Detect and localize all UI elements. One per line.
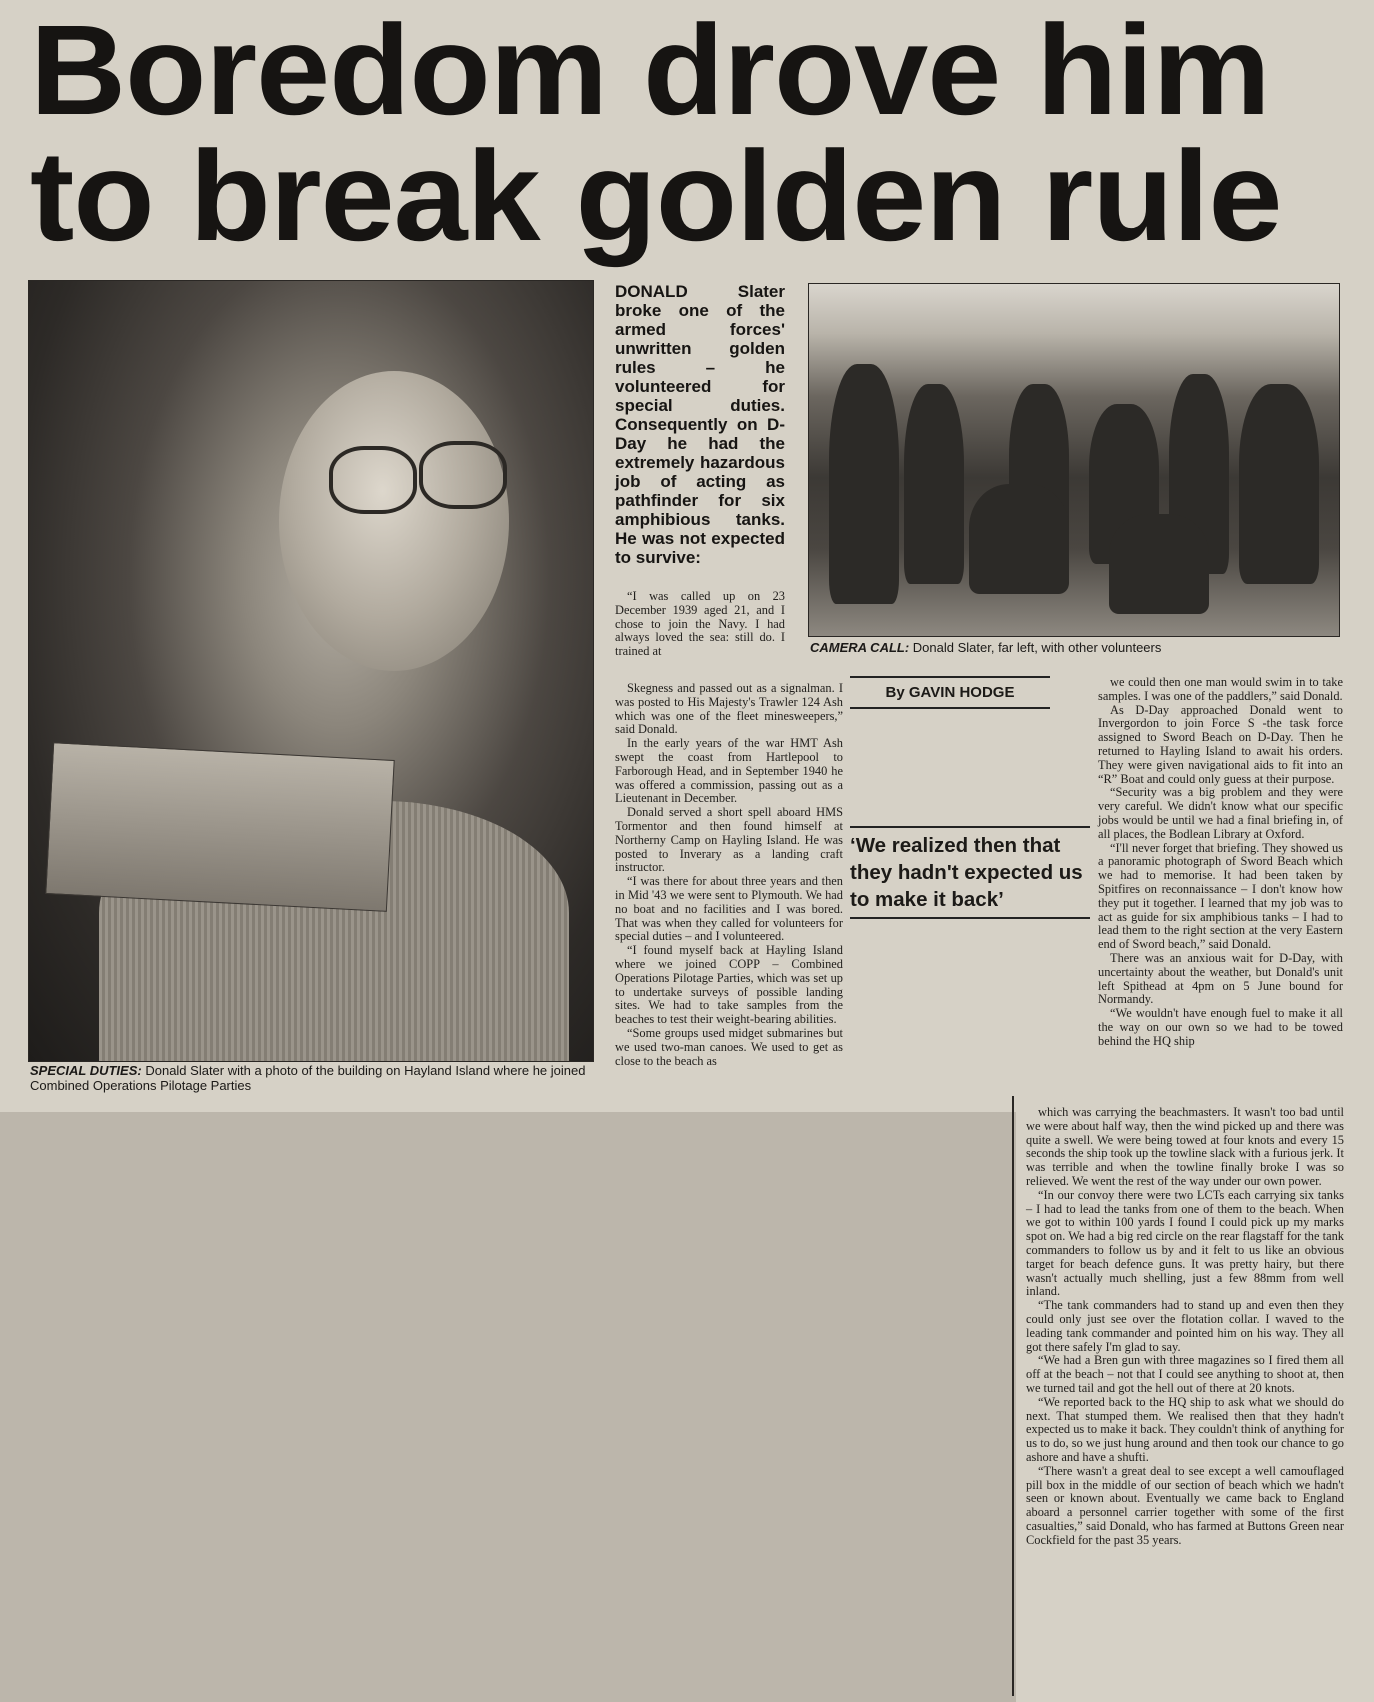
headline-line-2: to break golden rule	[30, 125, 1282, 268]
group-photo	[808, 283, 1340, 637]
paragraph: In the early years of the war HMT Ash swept the coast from Hartlepool to Farborough Head, and in September 1940 he was offered a commission, passing out as a Lieutenant in December.	[615, 736, 843, 806]
intro-paragraph: DONALD Slater broke one of the armed forces' unwritten golden rules – he volunteered for special duties. Consequently on D-Day he had the extremely hazardous job of acting as pathfinder for six amphibious tanks. He was not expected to survive:	[615, 282, 785, 567]
paragraph: Donald served a short spell aboard HMS Tormentor and then found himself at Northerny Camp on Hayling Island. He was posted to Inverary as a landing craft instructor.	[615, 805, 843, 875]
paragraph: As D-Day approached Donald went to Invergordon to join Force S -the task force assigned to Sword Beach on D-Day. Then he returned to Hayling Island to await his orders. They were given navigational aids to fit into an “R” Boat and could only guess at their purpose.	[1098, 702, 1343, 786]
paragraph: “I was called up on 23 December 1939 aged 21, and I chose to join the Navy. I had always loved the sea: still do. I trained at	[615, 589, 785, 659]
paragraph: Skegness and passed out as a signalman. I was posted to His Majesty's Trawler 124 Ash which was one of the fleet minesweepers,” said Donald.	[615, 681, 843, 737]
paragraph: “We had a Bren gun with three magazines so I fired them all off at the beach – not that I could see anything to shoot at, then we turned tail and got the hell out of there at 20 knots.	[1026, 1353, 1344, 1395]
paragraph: “We wouldn't have enough fuel to make it all the way on our own so we had to be towed behind the HQ ship	[1098, 1006, 1343, 1048]
column-2	[1098, 676, 1343, 1049]
column-rule	[1012, 1096, 1014, 1696]
paragraph: “There wasn't a great deal to see except a well camouflaged pill box in the middle of our section of beach which we hadn't seen or known about. Eventually we came back to England aboard a personnel carrier together with some of the first casualties,” said Donald, who has farmed at Buttons Green near Cockfield for the past 35 years.	[1026, 1463, 1344, 1547]
paragraph: There was an anxious wait for D-Day, with uncertainty about the weather, but Donald's unit left Spithead at 4pm on 5 June bound for Normandy.	[1098, 950, 1343, 1007]
paragraph: “Security was a big problem and they were very careful. We didn't know what our specific jobs would be until we had a final briefing in, of all places, the Bodlean Library at Oxford.	[1098, 785, 1343, 841]
paragraph: which was carrying the beachmasters. It wasn't too bad until we were about half way, then the wind picked up and there was quite a swell. We were being towed at four knots and every 15 seconds the ship took up the towline slack with a furious jerk. It was terrible and when the towline finally broke I was so relieved. We went the rest of the way under our own power.	[1026, 1105, 1344, 1188]
paragraph: “In our convoy there were two LCTs each carrying six tanks – I had to lead the tanks from one of them to the beach. When we got to within 100 yards I found I could pick up my marks spot on. We had a big red circle on the rear flagstaff for the tank commanders to follow us by and it felt to us like an obvious target for beach defence guns. It was pretty hairy, but there wasn't actually much shelling, just a few 88mm from well inland.	[1026, 1187, 1344, 1299]
column-1-top	[615, 590, 785, 659]
paragraph: “Some groups used midget submarines but we used two-man canoes. We used to get as close to the beach as	[615, 1025, 843, 1068]
main-photo	[28, 280, 594, 1062]
column-1	[615, 682, 843, 1068]
headline-line-1: Boredom drove him	[30, 0, 1270, 142]
paragraph: “I was there for about three years and then in Mid '43 we were sent to Plymouth. We had no boat and no facilities and I was bored. That was when they called for volunteers for special duties – and I volunteered.	[615, 874, 843, 944]
paragraph: “I found myself back at Hayling Island where we joined COPP – Combined Operations Pilotage Parties, which was set up to undertake surveys of possible landing sites. We had to take samples from the beaches to test their weight-bearing abilities.	[615, 943, 843, 1027]
main-photo-caption: SPECIAL DUTIES: Donald Slater with a photo of the building on Hayland Island where he joined Combined Operations Pilotage Parties	[30, 1063, 586, 1093]
pull-quote: ‘We realized then that they hadn't expected us to make it back’	[850, 826, 1090, 919]
column-3	[1026, 1106, 1344, 1548]
group-photo-caption: CAMERA CALL: Donald Slater, far left, with other volunteers	[810, 640, 1162, 655]
paragraph: “We reported back to the HQ ship to ask what we should do next. That stumped them. We realised then that they hadn't expected us to make it back. They couldn't think of anything for us to do, so we just hung around and then took our chance to go ashore and have a shufti.	[1026, 1394, 1344, 1464]
paragraph: “The tank commanders had to stand up and even then they could only just see over the flotation collar. I waved to the leading tank commander and pointed him on his way. They all got there safely I'm glad to say.	[1026, 1298, 1344, 1354]
byline: By GAVIN HODGE	[850, 676, 1050, 709]
paragraph: we could then one man would swim in to take samples. I was one of the paddlers,” said Donald.	[1098, 675, 1343, 703]
headline	[30, 0, 1374, 268]
held-photograph	[45, 742, 394, 912]
paragraph: “I'll never forget that briefing. They showed us a panoramic photograph of Sword Beach which we had to memorise. It had been taken by Spitfires on reconnaissance – I don't know how they put it together. I learned that my job was to act as guide for six amphibious tanks – I had to lead them to the right section at the very Eastern end of Sword beach,” said Donald.	[1098, 840, 1343, 952]
